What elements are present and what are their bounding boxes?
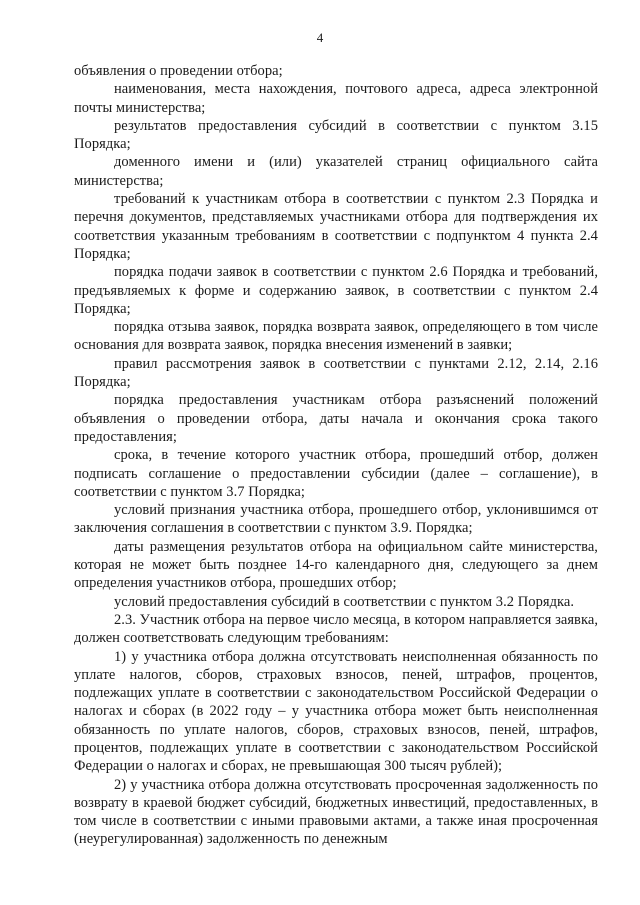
paragraph: срока, в течение которого участник отбора, прошедший отбор, должен подписать соглашение о предоставлении субсидии (далее – соглашение), в соответствии с пунктом 3.7 Порядка; [74,447,598,500]
paragraph: порядка подачи заявок в соответствии с пунктом 2.6 Порядка и требований, предъявляемых к форме и содержанию заявок, в соответствии с пунктом 2.4 Порядка; [74,264,598,317]
document-body [74,62,598,849]
paragraph: порядка предоставления участникам отбора разъяснений положений объявления о проведении отбора, даты начала и окончания срока такого предоставления; [74,392,598,445]
paragraph: требований к участникам отбора в соответствии с пунктом 2.3 Порядка и перечня документов, представляемых участниками отбора для подтверждения их соответствия указанным требованиям в соответствии с подпунктом 4 пункта 2.4 Порядка; [74,191,598,262]
paragraph: условий признания участника отбора, прошедшего отбор, уклонившимся от заключения соглашения в соответствии с пунктом 3.9. Порядка; [74,502,598,537]
page-number: 4 [316,30,324,45]
paragraph: наименования, места нахождения, почтового адреса, адреса электронной почты министерства; [74,81,598,116]
requirement-item: 1) у участника отбора должна отсутствовать неисполненная обязанность по уплате налогов, сборов, страховых взносов, пеней, штрафов, процентов, подлежащих уплате в соответствии с законодательством Российской Федерации о налогах и сборах (в 2022 году – у участника отбора может быть неисполненная обязанность по уплате налогов, сборов, страховых взносов, пеней, штрафов, процентов, подлежащих уплате в соответствии с законодательством Российской Федерации о налогах и сборах, не превышающая 300 тысяч рублей); [74,648,598,775]
paragraph: доменного имени и (или) указателей страниц официального сайта министерства; [74,154,598,189]
paragraph: порядка отзыва заявок, порядка возврата заявок, определяющего в том числе основания для возврата заявок, порядка внесения изменений в заявки; [74,319,598,354]
section-heading-paragraph: 2.3. Участник отбора на первое число месяца, в котором направляется заявка, должен соответствовать следующим требованиям: [74,611,598,647]
requirement-item: 2) у участника отбора должна отсутствовать просроченная задолженность по возврату в краевой бюджет субсидий, бюджетных инвестиций, предоставленных, в том числе в соответствии с иными правовыми актами, а также иная просроченная (неурегулированная) задолженность по денежным [74,776,598,848]
paragraph: результатов предоставления субсидий в соответствии с пунктом 3.15 Порядка; [74,117,598,153]
paragraph: условий предоставления субсидий в соответствии с пунктом 3.2 Порядка. [114,593,575,610]
paragraph: правил рассмотрения заявок в соответствии с пунктами 2.12, 2.14, 2.16 Порядка; [74,355,598,391]
paragraph: даты размещения результатов отбора на официальном сайте министерства, которая не может быть позднее 14-го календарного дня, следующего за днем определения участников отбора, прошедших отбор; [74,538,598,592]
paragraph: объявления о проведении отбора; [74,63,283,79]
